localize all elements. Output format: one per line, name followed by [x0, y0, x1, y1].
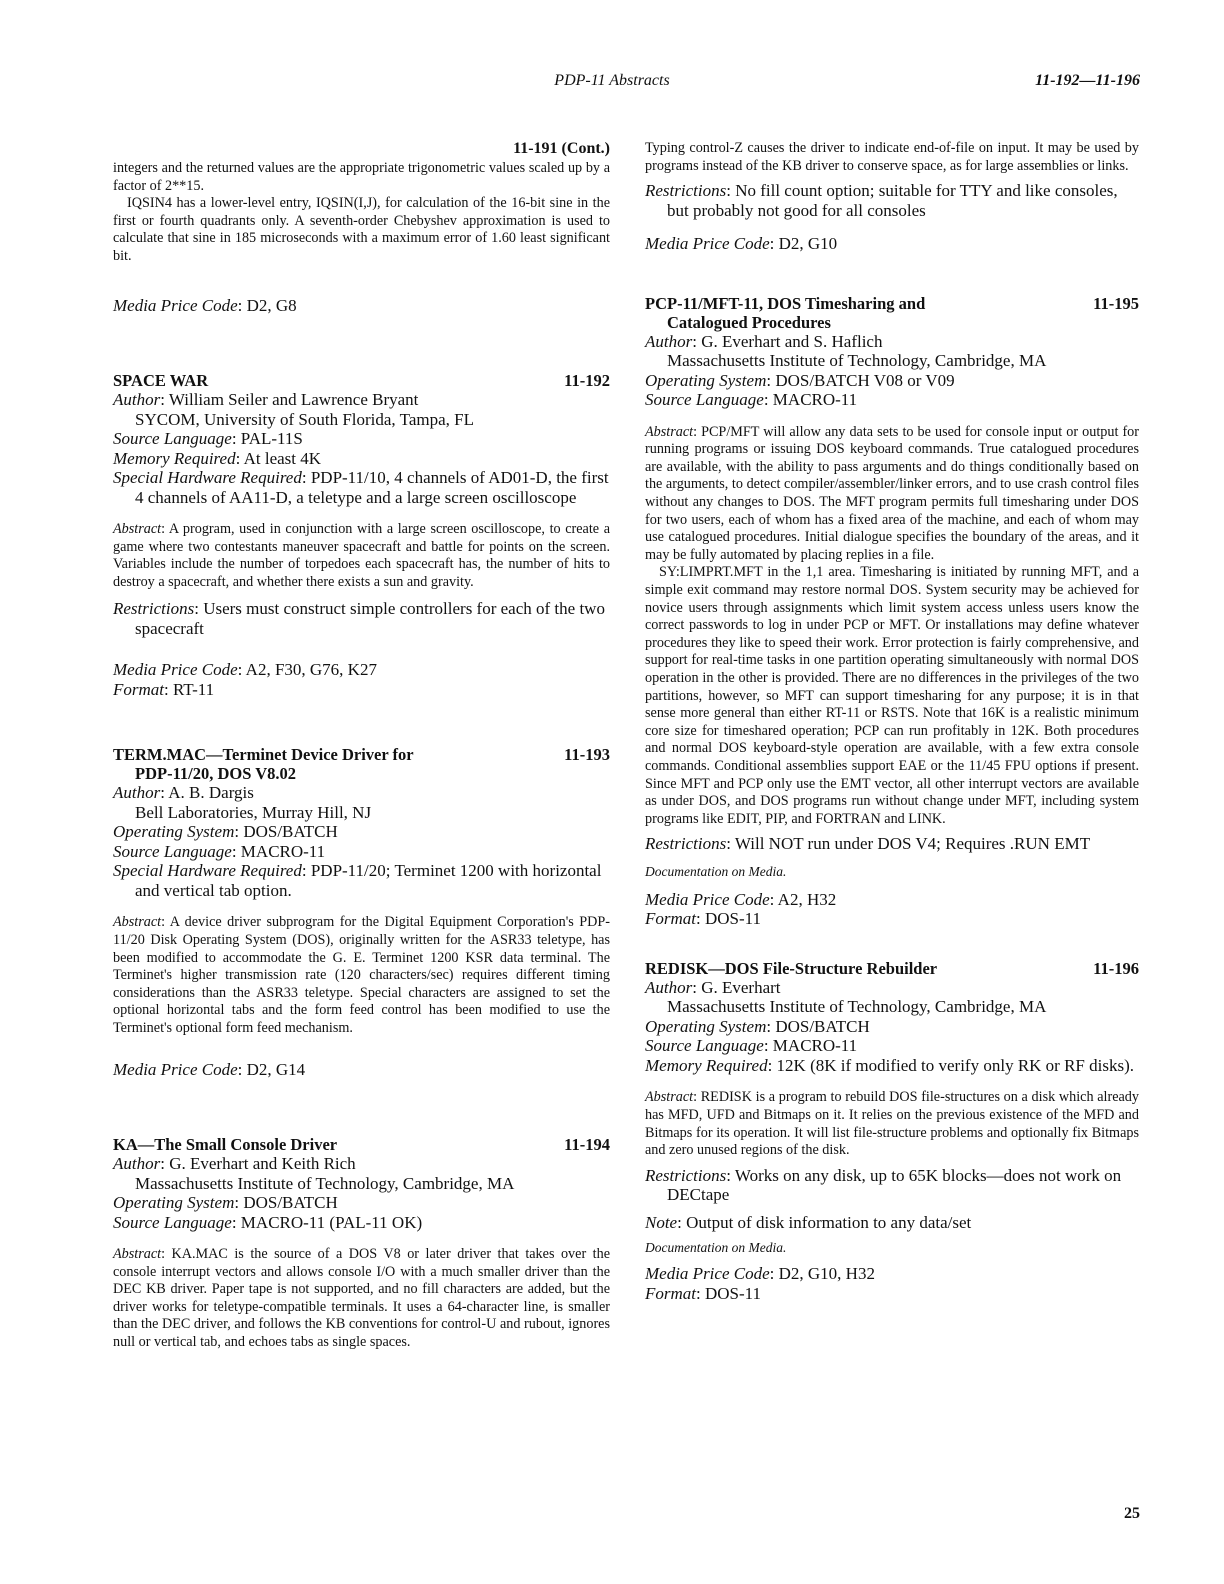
entry-media-price: Media Price Code: A2, H32: [645, 889, 837, 909]
entry-title-continued: Catalogued Procedures: [667, 312, 831, 332]
entry-media-price: Media Price Code: D2, G10: [645, 234, 838, 254]
entry-author: Author: G. Everhart and S. Haflich: [645, 331, 883, 351]
entry-11-194-continued: [645, 140, 1139, 254]
entry-abstract: Abstract: REDISK is a program to rebuild DOS file-structures on a disk which already has MFD, UFD and Bitmaps on it. It relies on the previous existence of the MFD and Bitmaps for its operation. It will list file-structure problems and optionally fix Bitmaps and zero unused regions of the disk.: [645, 1089, 1139, 1159]
continued-media-price: Media Price Code: D2, G8: [113, 295, 297, 315]
page-header-title: PDP-11 Abstracts: [554, 72, 670, 89]
continued-paragraph-1: integers and the returned values are the appropriate trigonometric values scaled up by a factor of 2**15.: [113, 160, 610, 194]
entry-11-192: [113, 371, 610, 699]
entry-operating-system: Operating System: DOS/BATCH: [113, 1193, 338, 1213]
entry-source-language: Source Language: MACRO-11: [645, 390, 858, 410]
entry-hardware: Special Hardware Required: PDP-11/10, 4 channels of AD01-D, the first 4 channels of AA11-D, a teletype and a large screen oscilloscope: [113, 468, 609, 507]
entry-11-196: [645, 959, 1139, 1303]
entry-memory: Memory Required: At least 4K: [113, 448, 322, 468]
entry-title-continued: PDP-11/20, DOS V8.02: [135, 764, 297, 784]
entry-source-language: Source Language: MACRO-11: [645, 1036, 858, 1056]
entry-affiliation: Massachusetts Institute of Technology, Cambridge, MA: [667, 997, 1047, 1017]
entry-title: KA—The Small Console Driver: [113, 1135, 338, 1155]
entry-title: SPACE WAR: [113, 371, 209, 391]
entry-operating-system: Operating System: DOS/BATCH: [645, 1016, 870, 1036]
entry-restrictions: Restrictions: Users must construct simple controllers for each of the two spacecraft: [113, 599, 605, 638]
continued-paragraph-2: IQSIN4 has a lower-level entry, IQSIN(I,J), for calculation of the 16-bit sine in the first or fourth quadrants only. A seventh-order Chebyshev approximation is used to calculate that sine in 185 microseconds with a maximum error of 1.60 least significant bit.: [113, 195, 610, 264]
entry-affiliation: Bell Laboratories, Murray Hill, NJ: [135, 802, 372, 822]
entry-affiliation: SYCOM, University of South Florida, Tampa, FL: [135, 409, 474, 429]
entry-format: Format: RT-11: [113, 679, 215, 699]
entry-title: TERM.MAC—Terminet Device Driver for: [113, 745, 414, 765]
entry-affiliation: Massachusetts Institute of Technology, Cambridge, MA: [135, 1173, 515, 1193]
entry-author: Author: G. Everhart: [645, 977, 781, 997]
entry-title-row: [645, 959, 1139, 978]
entry-11-195: [645, 294, 1139, 929]
entry-source-language: Source Language: PAL-11S: [113, 429, 303, 449]
entry-title-row: [113, 371, 610, 390]
entry-media-price: Media Price Code: D2, G10, H32: [645, 1264, 875, 1284]
entry-format: Format: DOS-11: [645, 1283, 762, 1303]
right-column: [645, 140, 1139, 1303]
entry-author: Author: A. B. Dargis: [113, 783, 254, 803]
entry-format: Format: DOS-11: [645, 909, 762, 929]
entry-11-193: [113, 745, 610, 1079]
page-header-range: 11-192—11-196: [1035, 72, 1140, 89]
entry-number: 11-193: [564, 745, 610, 765]
entry-documentation-note: Documentation on Media.: [645, 1240, 787, 1256]
left-column: [113, 140, 610, 1352]
entry-restrictions: Restrictions: Works on any disk, up to 65K blocks—does not work on DECtape: [645, 1165, 1122, 1205]
entry-11-194: [113, 1135, 610, 1352]
entry-affiliation: Massachusetts Institute of Technology, Cambridge, MA: [667, 351, 1047, 371]
continued-label: 11-191 (Cont.): [513, 140, 610, 157]
entry-abstract-continued: SY:LIMPRT.MFT in the 1,1 area. Timesharing is initiated by running MFT, and a simple exit command may restore normal DOS. System security may be achieved for novice users through assignments which limit system access unless users know the correct passwords to log in under PCP or MFT. Or installations may define whatever procedures they like to speed their work. Error protection is fairly comprehensive, and support for real-time tasks in one partition operating simultaneously with normal DOS operation in the other is provided. There are no differences in the privileges of the two partitions, however, so MFT can support timesharing for any purpose; it is in that sense more general than either RT-11 or RSTS. Note that 16K is a realistic minimum core size for timeshared operation; PCP can run profitably in 12K. Both procedures and normal DOS keyboard-style operation are available, with a few extra console commands. Conditional assemblies support EAE or the 11/45 FPU options if present. Since MFT and PCP only use the EMT vector, all other interrupt vectors are available as under DOS, and DOS programs run without change under MFT, including system programs like EDIT, PIP, and FORTRAN and LINK.: [645, 564, 1139, 827]
entry-number: 11-194: [564, 1135, 610, 1155]
entry-title-row: [113, 1135, 610, 1154]
entry-media-price: Media Price Code: D2, G14: [113, 1059, 306, 1079]
entry-abstract: Abstract: A program, used in conjunction with a large screen oscilloscope, to create a game where two contestants maneuver spacecraft and battle for points on the screen. Variables include the number of torpedoes each spacecraft has, the number of hits to destroy a spacecraft, and whether there exists a sun and gravity.: [113, 521, 610, 590]
entry-abstract: Abstract: A device driver subprogram for the Digital Equipment Corporation's PDP-11/20 Disk Operating System (DOS), originally written for the ASR33 teletype, has been modified to accommodate the G. E. Terminet 1200 KSR data terminal. The Terminet's higher transmission rate (120 characters/sec) requires different timing considerations than the ASR33 teletype. Special characters are assigned to set the optional horizontal tabs and the form feed control has been modified to use the Terminet's optional form feed mechanism.: [113, 914, 610, 1036]
entry-media-price: Media Price Code: A2, F30, G76, K27: [113, 660, 377, 680]
entry-documentation-note: Documentation on Media.: [645, 863, 787, 879]
entry-source-language: Source Language: MACRO-11 (PAL-11 OK): [113, 1212, 423, 1232]
continued-paragraph: Typing control-Z causes the driver to indicate end-of-file on input. It may be used by programs instead of the KB driver to conserve space, as for large assemblies or links.: [645, 140, 1139, 174]
entry-restrictions: Restrictions: Will NOT run under DOS V4; Requires .RUN EMT: [645, 834, 1091, 854]
entry-restrictions: Restrictions: No fill count option; suitable for TTY and like consoles, but probably not good for all consoles: [645, 181, 1118, 220]
entry-author: Author: William Seiler and Lawrence Bryant: [113, 390, 419, 410]
entry-abstract: Abstract: KA.MAC is the source of a DOS V8 or later driver that takes over the console interrupt vectors and allows console I/O with a much smaller driver than the DEC KB driver. Paper tape is not supported, and no fill characters are added, but the driver works for teletype-compatible terminals. It uses a 64-character line, is smaller than the DEC driver, and follows the KB conventions for control-U and rubout, ignores null or vertical tab, and echoes tabs as single spaces.: [113, 1246, 610, 1351]
entry-number: 11-192: [564, 371, 610, 391]
entry-number: 11-196: [1093, 958, 1139, 978]
entry-source-language: Source Language: MACRO-11: [113, 841, 326, 861]
entry-note: Note: Output of disk information to any data/set: [645, 1212, 972, 1232]
entry-operating-system: Operating System: DOS/BATCH: [113, 822, 338, 842]
entry-title: PCP-11/MFT-11, DOS Timesharing and: [645, 293, 926, 313]
entry-abstract: Abstract: PCP/MFT will allow any data sets to be used for console input or output for running programs or issuing DOS keyboard commands. True catalogued procedures are available, with the ability to pass arguments and do things conditionally based on the arguments, to detect compiler/assembler/linker errors, and to use crash control files without any changes to DOS. The MFT program permits full timesharing under DOS for two users, each of whom has a fixed area of the machine, and each of whom may use catalogued procedures. Initial dialogue specifies the boundary of the areas, and it may be fully automated by placing replies in a file.: [645, 423, 1139, 563]
entry-hardware: Special Hardware Required: PDP-11/20; Terminet 1200 with horizontal and vertical tab option.: [113, 861, 602, 900]
page-number: 25: [1124, 1505, 1140, 1522]
entry-number: 11-195: [1093, 293, 1139, 313]
entry-title-row: [645, 294, 1139, 313]
entry-memory: Memory Required: 12K (8K if modified to verify only RK or RF disks).: [645, 1055, 1134, 1075]
entry-title: REDISK—DOS File-Structure Rebuilder: [645, 958, 938, 978]
entry-title-row: [113, 745, 610, 764]
entry-operating-system: Operating System: DOS/BATCH V08 or V09: [645, 370, 955, 390]
entry-author: Author: G. Everhart and Keith Rich: [113, 1154, 356, 1174]
